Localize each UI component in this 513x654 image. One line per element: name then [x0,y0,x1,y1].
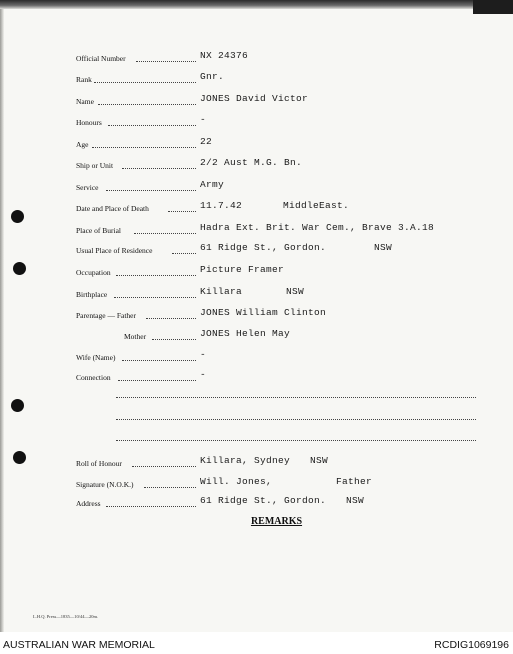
scan-edge-top [0,0,513,9]
field-label: Service [76,183,99,192]
dotted-leader [106,506,196,507]
field-ship-or-unit [0,155,513,171]
field-honours [0,112,513,128]
dotted-leader [132,466,196,467]
field-connection [0,367,513,383]
field-value: JONES William Clinton [200,307,327,318]
archive-footer [0,632,513,654]
dotted-leader [118,380,196,381]
punch-hole [11,399,24,412]
field-value: - [200,114,207,125]
field-label: Signature (N.O.K.) [76,480,134,489]
field-label: Roll of Honour [76,459,122,468]
field-value: NX 24376 [200,50,249,61]
field-roll-of-honour [0,453,513,469]
field-occupation [0,262,513,278]
field-value: Gnr. [200,71,225,82]
dotted-leader [122,168,196,169]
field-label: Connection [76,373,111,382]
connection-line [116,419,476,420]
remarks-heading: REMARKS [250,516,303,527]
archive-reference: RCDIG1069196 [434,639,509,651]
field-place-of-burial [0,220,513,236]
field-value: Picture Framer [200,264,285,275]
field-value-secondary: NSW [310,455,329,466]
dotted-leader [92,147,196,148]
dotted-leader [168,211,196,212]
field-label: Wife (Name) [76,353,116,362]
field-value: Killara [200,286,243,297]
field-address [0,493,513,509]
archive-name: AUSTRALIAN WAR MEMORIAL [3,639,155,651]
field-label: Ship or Unit [76,161,114,170]
field-label: Name [76,97,94,106]
field-name [0,91,513,107]
field-date-place-of-death [0,198,513,214]
field-label: Official Number [76,54,126,63]
field-signature [0,474,513,490]
field-value: - [200,349,207,360]
field-value: JONES Helen May [200,328,291,339]
dotted-leader [114,297,196,298]
field-value: 11.7.42 [200,200,243,211]
field-label: Usual Place of Residence [76,246,153,255]
field-usual-residence [0,240,513,256]
field-wife [0,347,513,363]
field-label: Parentage — Father [76,311,136,320]
dotted-leader [94,82,196,83]
connection-line [116,397,476,398]
field-value: Hadra Ext. Brit. War Cem., Brave 3.A.18 [200,222,435,233]
dotted-leader [172,253,196,254]
field-label: Birthplace [76,290,108,299]
field-value-secondary: NSW [286,286,305,297]
printer-imprint: L.H.Q. Press—1835—10/44—20m. [33,614,99,619]
field-label: Honours [76,118,102,127]
dotted-leader [152,339,196,340]
dotted-leader [144,487,196,488]
field-label: Date and Place of Death [76,204,149,213]
field-label: Rank [76,75,92,84]
dotted-leader [146,318,196,319]
dotted-leader [106,190,196,191]
field-value: Killara, Sydney [200,455,291,466]
scan-edge-corner [473,0,513,14]
dotted-leader [122,360,196,361]
field-value-secondary: MiddleEast. [283,200,350,211]
field-value: Will. Jones, [200,476,273,487]
field-age [0,134,513,150]
field-label: Age [76,140,89,149]
field-label: Place of Burial [76,226,121,235]
field-value-secondary: NSW [374,242,393,253]
field-service [0,177,513,193]
field-label: Occupation [76,268,111,277]
dotted-leader [108,125,196,126]
field-value: 22 [200,136,213,147]
field-value-secondary: NSW [346,495,365,506]
field-rank [0,69,513,85]
field-label: Address [76,499,101,508]
dotted-leader [136,61,196,62]
field-mother [0,326,513,342]
field-value: JONES David Victor [200,93,309,104]
field-value: Army [200,179,225,190]
field-value: 61 Ridge St., Gordon. [200,495,327,506]
field-father [0,305,513,321]
field-label: Mother [124,332,147,341]
field-value: 2/2 Aust M.G. Bn. [200,157,303,168]
dotted-leader [98,104,196,105]
dotted-leader [116,275,196,276]
field-birthplace [0,284,513,300]
field-official-number [0,48,513,64]
dotted-leader [134,233,196,234]
field-value-secondary: Father [336,476,373,487]
connection-line [116,440,476,441]
field-value: - [200,369,207,380]
field-value: 61 Ridge St., Gordon. [200,242,327,253]
